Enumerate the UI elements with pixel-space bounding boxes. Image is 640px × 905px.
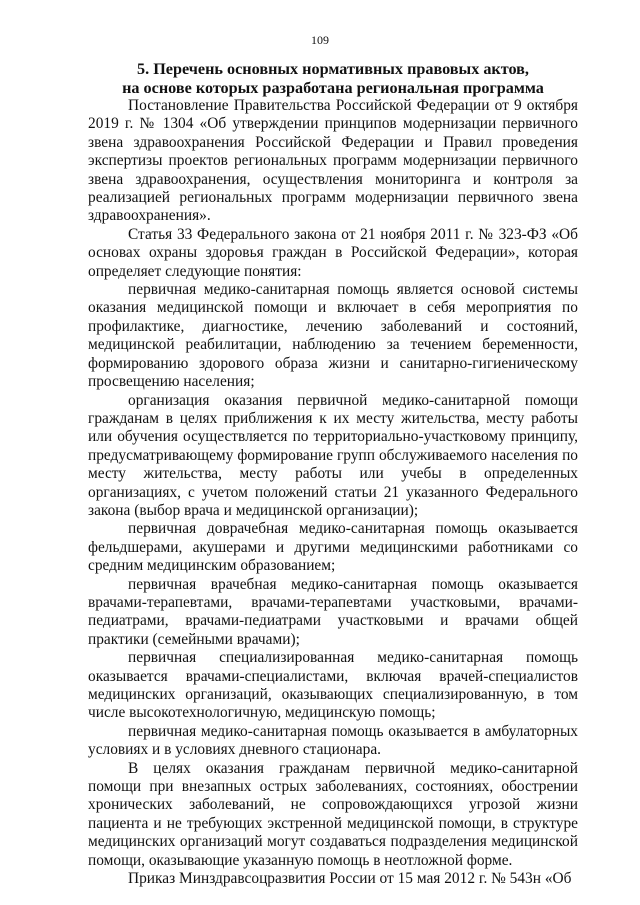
section-heading-line-1: 5. Перечень основных нормативных правовых актов, bbox=[137, 60, 529, 78]
paragraph-ministry-order: Приказ Минздравсоцразвития России от 15 мая 2012 г. № 543н «Об bbox=[128, 870, 572, 888]
paragraph-pre-physician-care: первичная доврачебная медико-санитарная помощь оказывается фельдшерами, акушерами и другими медицинскими работниками со средним медицинским образованием; bbox=[88, 520, 578, 575]
section-heading-line-2: на основе которых разработана региональная программа bbox=[122, 79, 544, 97]
paragraph-urgent-care: В целях оказания гражданам первичной медико-санитарной помощи при внезапных острых заболеваниях, состояниях, обострении хронических заболеваний, не сопровождающихся угрозой жизни пациента и не требующих экстренной медицинской помощи, в структуре медицинских организаций могут создаваться подразделения медицинской помощи, оказывающие указанную помощь в неотложной форме. bbox=[88, 759, 578, 869]
paragraph-article-33: Статья 33 Федерального закона от 21 ноября 2011 г. № 323-ФЗ «Об основах охраны здоровья граждан в Российской Федерации», которая определяет следующие понятия: bbox=[88, 225, 578, 280]
document-body bbox=[88, 97, 578, 888]
page-number: 109 bbox=[311, 33, 329, 47]
paragraph-physician-care: первичная врачебная медико-санитарная помощь оказывается врачами-терапевтами, врачами-терапевтами участковыми, врачами-педиатрами, врачами-педиатрами участковыми и врачами общей практики (семейными врачами); bbox=[88, 575, 578, 648]
paragraph-outpatient-conditions: первичная медико-санитарная помощь оказывается в амбулаторных условиях и в условиях дневного стационара. bbox=[88, 722, 578, 759]
paragraph-care-organization: организация оказания первичной медико-санитарной помощи гражданам в целях приближения к их месту жительства, месту работы или обучения осуществляется по территориально-участковому принципу, предусматривающему формирование групп обслуживаемого населения по месту жительства, месту работы или учебы в определенных организациях, с учетом положений статьи 21 указанного Федерального закона (выбор врача и медицинской организации); bbox=[88, 391, 578, 519]
paragraph-government-decree: Постановление Правительства Российской Федерации от 9 октября 2019 г. № 1304 «Об утверждении принципов модернизации первичного звена здравоохранения Российской Федерации и Правил проведения экспертизы проектов региональных программ модернизации первичного звена здравоохранения, осуществления мониторинга и контроля за реализацией региональных программ модернизации первичного звена здравоохранения». bbox=[88, 97, 578, 225]
section-heading bbox=[88, 60, 578, 98]
paragraph-primary-care-definition: первичная медико-санитарная помощь является основой системы оказания медицинской помощи и включает в себя мероприятия по профилактике, диагностике, лечению заболеваний и состояний, медицинской реабилитации, наблюдению за течением беременности, формированию здорового образа жизни и санитарно-гигиеническому просвещению населения; bbox=[88, 281, 578, 391]
paragraph-specialized-care: первичная специализированная медико-санитарная помощь оказывается врачами-специалистами, включая врачей-специалистов медицинских организаций, оказывающих специализированную, в том числе высокотехнологичную, медицинскую помощь; bbox=[88, 649, 578, 722]
